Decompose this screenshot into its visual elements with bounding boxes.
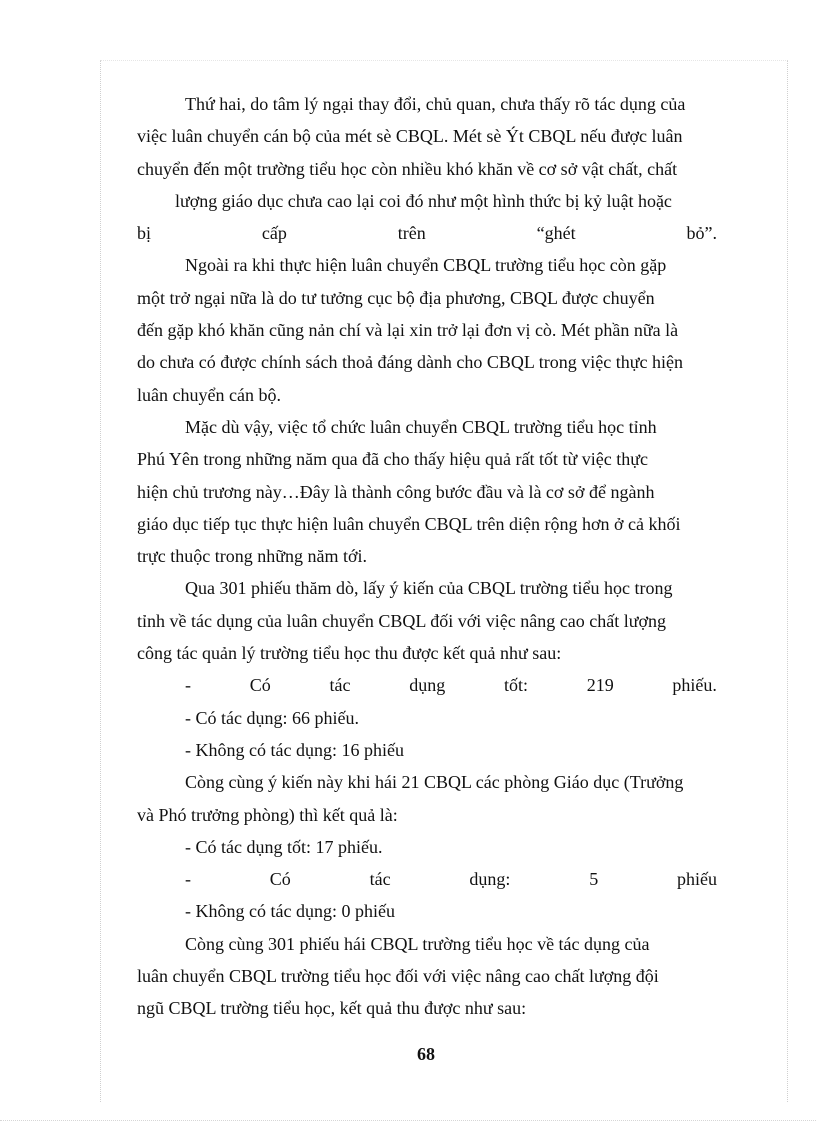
word: 219 <box>586 675 614 696</box>
word: phiếu. <box>672 675 717 696</box>
text-line: Thứ hai, do tâm lý ngại thay đổi, chủ quan, chưa thấy rõ tác dụng của <box>185 94 686 114</box>
word: bỏ”. <box>686 223 717 244</box>
text-line: giáo dục tiếp tục thực hiện luân chuyển CBQL trên diện rộng hơn ở cả khối <box>137 513 681 534</box>
text-line: Còng cùng 301 phiếu hái CBQL trường tiểu học về tác dụng của <box>185 933 650 954</box>
word: tốt: <box>503 675 528 696</box>
text-line: trực thuộc trong những năm tới. <box>137 546 367 567</box>
text-line: lượng giáo dục chưa cao lại coi đó như một hình thức bị kỷ luật hoặc <box>175 190 672 211</box>
word: tác <box>369 869 391 890</box>
bottom-divider <box>0 1120 816 1121</box>
text-line: đến gặp khó khăn cũng nản chí và lại xin trở lại đơn vị cò. Mét phần nữa là <box>137 320 679 341</box>
word: trên <box>397 223 426 244</box>
word: Có <box>269 869 291 890</box>
word: dụng: <box>469 869 511 890</box>
word: dụng <box>409 675 446 696</box>
text-line: Ngoài ra khi thực hiện luân chuyển CBQL trường tiểu học còn gặp <box>185 255 667 276</box>
text-line: hiện chủ trương này…Đây là thành công bước đầu và là cơ sở để ngành <box>137 481 655 502</box>
text-line: và Phó trưởng phòng) thì kết quả là: <box>137 804 398 825</box>
text-line: Phú Yên trong những năm qua đã cho thấy hiệu quả rất tốt từ việc thực <box>137 449 648 470</box>
justified-list-item <box>137 669 717 701</box>
text-line: việc luân chuyển cán bộ của mét sè CBQL. Mét sè Ýt CBQL nếu được luân <box>137 126 683 147</box>
text-line: Mặc dù vậy, việc tổ chức luân chuyển CBQL trường tiểu học tỉnh <box>185 416 657 437</box>
list-item: - Có tác dụng: 66 phiếu. <box>185 707 359 728</box>
text-line: một trở ngại nữa là do tư tưởng cục bộ địa phương, CBQL được chuyển <box>137 287 655 308</box>
word: bị <box>137 223 152 244</box>
text-line: chuyển đến một trường tiểu học còn nhiều khó khăn về cơ sở vật chất, chất <box>137 158 678 179</box>
list-item: - Không có tác dụng: 0 phiếu <box>185 901 395 922</box>
text-line: do chưa có được chính sách thoả đáng dành cho CBQL trong việc thực hiện <box>137 352 683 373</box>
word: phiếu <box>677 869 717 890</box>
text-line: luân chuyển cán bộ. <box>137 384 281 405</box>
text-line: Qua 301 phiếu thăm dò, lấy ý kiến của CBQL trường tiểu học trong <box>185 578 673 599</box>
justified-line <box>137 217 717 249</box>
word: - <box>185 675 191 696</box>
text-line: tỉnh về tác dụng của luân chuyển CBQL đối với việc nâng cao chất lượng <box>137 610 666 631</box>
word: 5 <box>589 869 599 890</box>
text-line: ngũ CBQL trường tiểu học, kết quả thu được như sau: <box>137 998 527 1019</box>
document-body <box>137 88 717 1025</box>
word: “ghét <box>536 223 576 244</box>
word: cấp <box>261 223 287 244</box>
word: tác <box>329 675 351 696</box>
page-number: 68 <box>417 1044 435 1064</box>
word: - <box>185 869 191 890</box>
text-line: luân chuyển CBQL trường tiểu học đối với việc nâng cao chất lượng đội <box>137 966 659 987</box>
list-item: - Không có tác dụng: 16 phiếu <box>185 739 404 760</box>
text-line: Còng cùng ý kiến này khi hái 21 CBQL các phòng Giáo dục (Trưởng <box>185 772 684 793</box>
text-line: công tác quản lý trường tiểu học thu được kết quả như sau: <box>137 643 562 664</box>
justified-list-item <box>137 863 717 895</box>
word: Có <box>249 675 271 696</box>
list-item: - Có tác dụng tốt: 17 phiếu. <box>185 836 383 857</box>
